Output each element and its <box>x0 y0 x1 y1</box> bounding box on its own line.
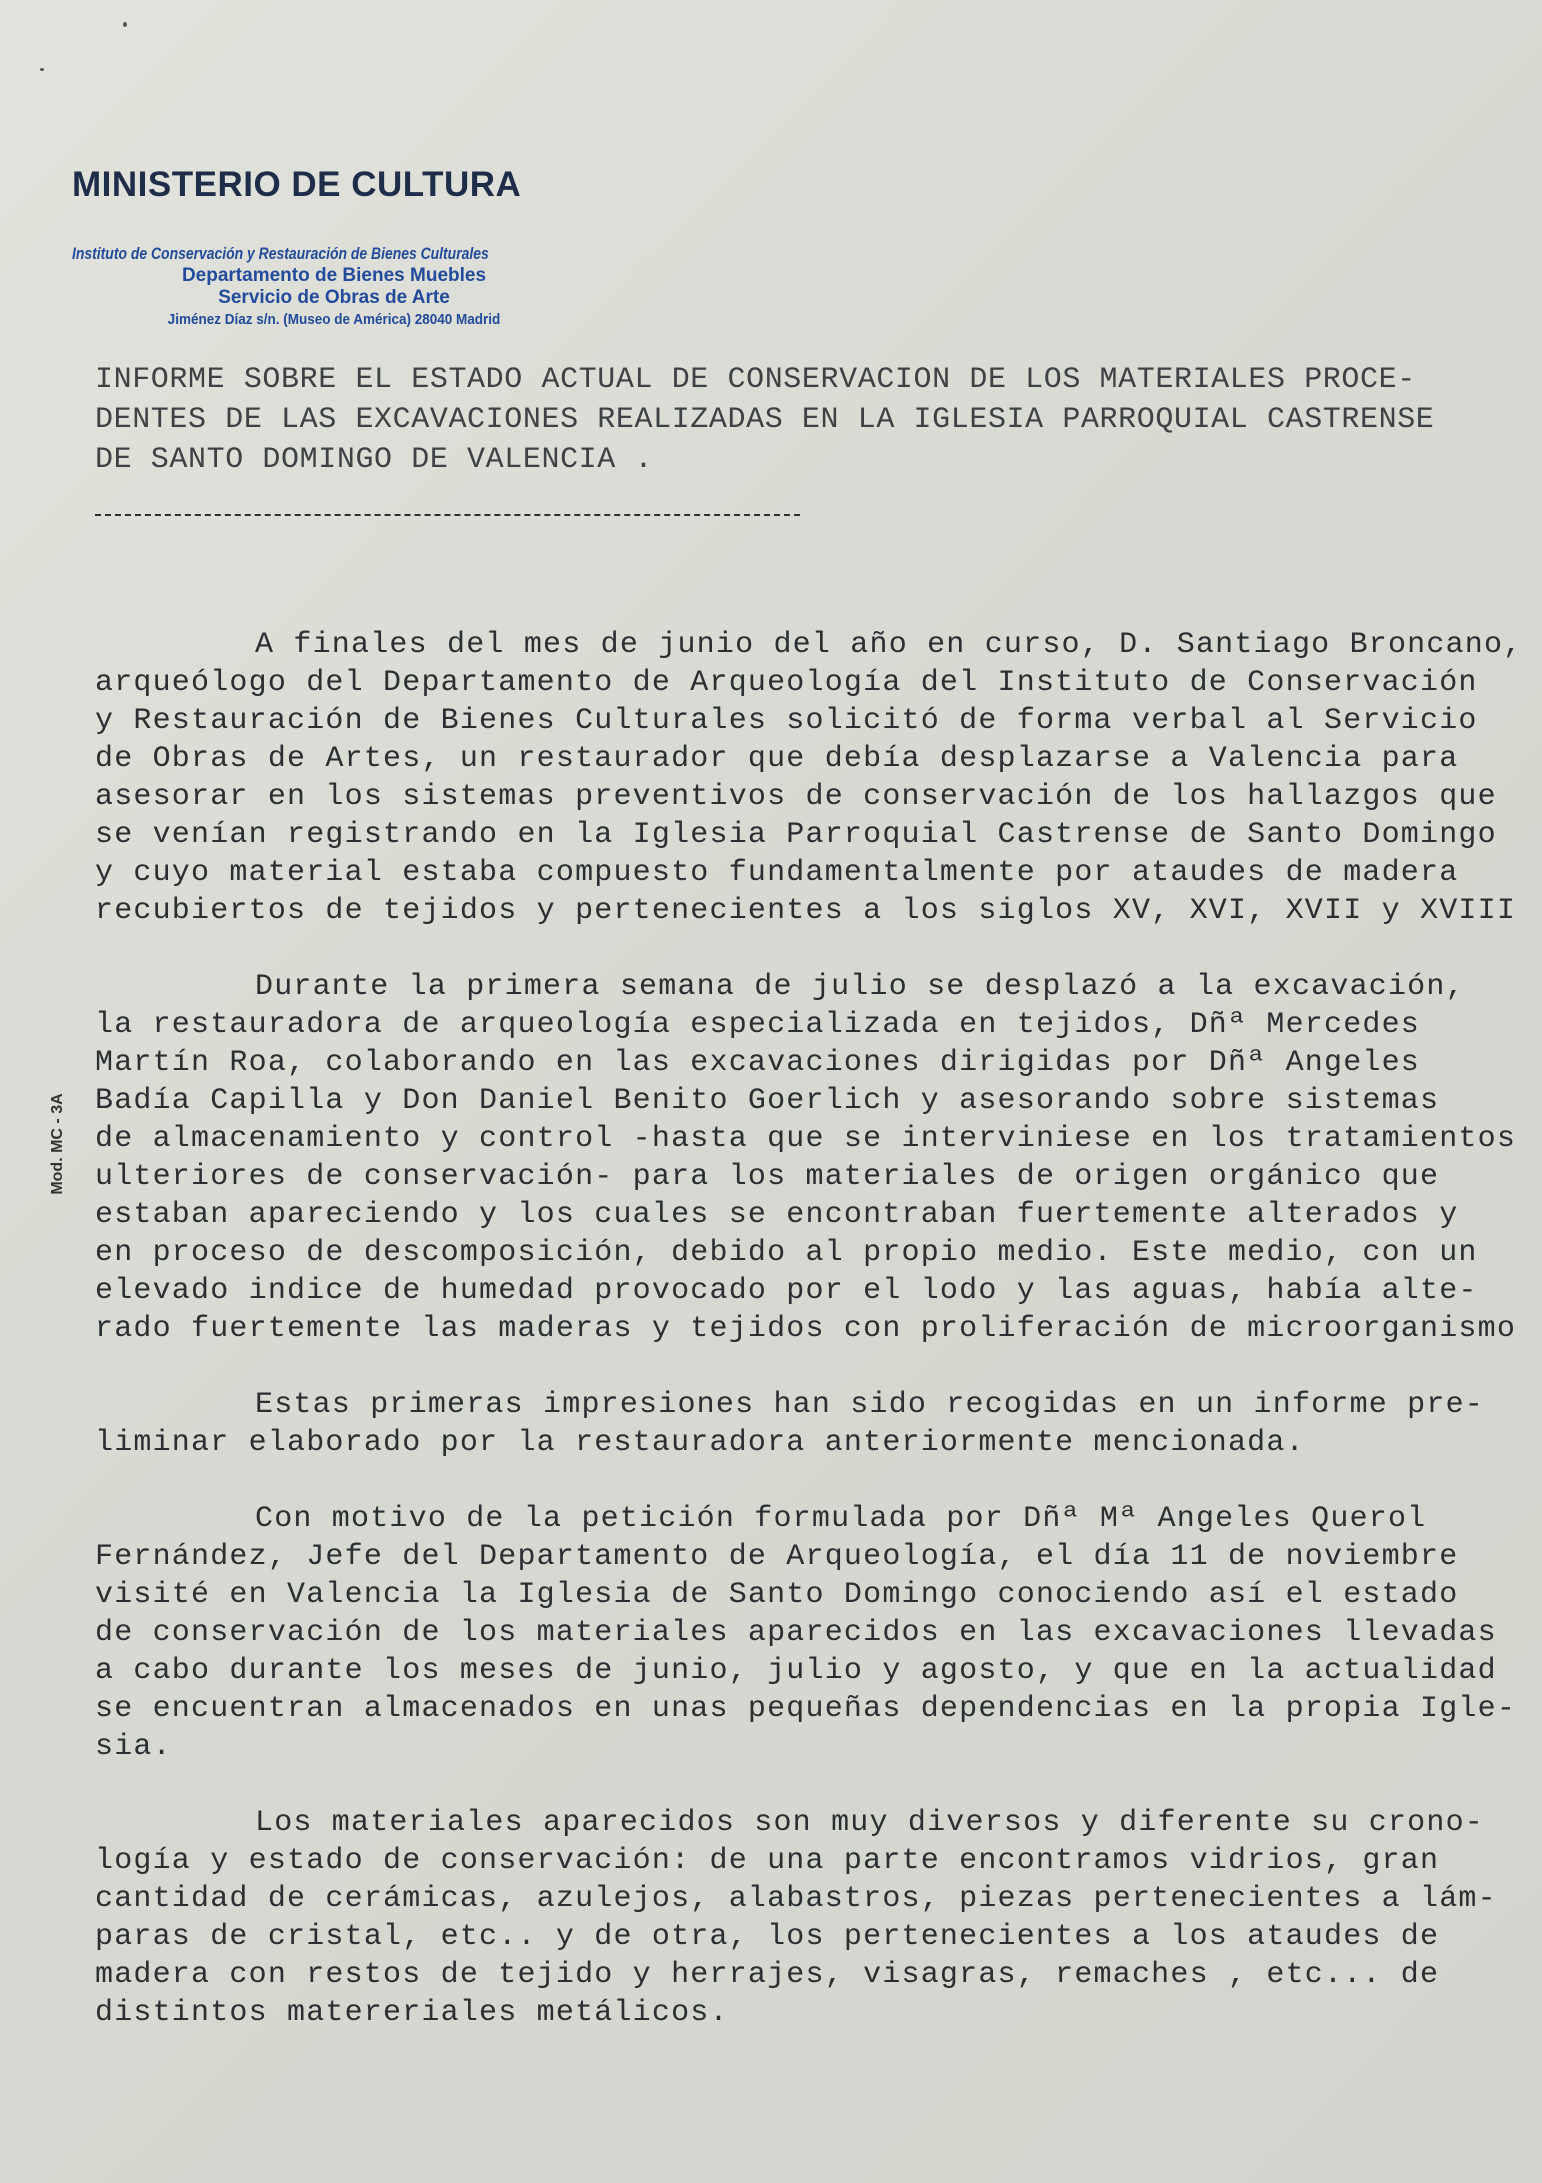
text-line: a cabo durante los meses de junio, julio y agosto, y que en la actualidad <box>95 1654 1497 1688</box>
text-line: se venían registrando en la Iglesia Parroquial Castrense de Santo Domingo <box>95 818 1497 852</box>
letterhead <box>72 165 592 328</box>
text-line: Martín Roa, colaborando en las excavaciones dirigidas por Dñª Angeles <box>95 1046 1421 1080</box>
text-line: y Restauración de Bienes Culturales solicitó de forma verbal al Servicio <box>95 704 1478 738</box>
ministry-name: MINISTERIO DE CULTURA <box>72 165 522 204</box>
text-line: logía y estado de conservación: de una parte encontramos vidrios, gran <box>95 1844 1440 1878</box>
paper-speck <box>123 22 127 27</box>
text-line: en proceso de descomposición, debido al propio medio. Este medio, con un <box>95 1236 1478 1270</box>
text-line: asesorar en los sistemas preventivos de conservación de los hallazgos que <box>95 780 1497 814</box>
paragraph <box>95 968 1535 1348</box>
text-line: Durante la primera semana de julio se desplazó a la excavación, <box>255 970 1465 1004</box>
report-title <box>95 360 1515 480</box>
letterhead-details <box>72 243 574 331</box>
paragraph <box>95 626 1535 930</box>
text-line: de conservación de los materiales aparecidos en las excavaciones llevadas <box>95 1616 1497 1650</box>
text-line: recubiertos de tejidos y pertenecientes a los siglos XV, XVI, XVII y XVIII <box>95 894 1517 928</box>
text-line: elevado indice de humedad provocado por el lodo y las aguas, había alte- <box>95 1274 1478 1308</box>
institute-name: Instituto de Conservación y Restauración de Bienes Culturales <box>72 244 489 263</box>
text-line: liminar elaborado por la restauradora anteriormente mencionada. <box>95 1426 1305 1460</box>
text-line: la restauradora de arqueología especializada en tejidos, Dñª Mercedes <box>95 1008 1421 1042</box>
text-line: madera con restos de tejido y herrajes, visagras, remaches , etc... de <box>95 1958 1440 1992</box>
text-line: ulteriores de conservación- para los materiales de origen orgánico que <box>95 1160 1440 1194</box>
text-line: rado fuertemente las maderas y tejidos con proliferación de microorganismo <box>95 1312 1517 1346</box>
report-body <box>95 626 1535 2070</box>
department-name: Departamento de Bienes Muebles <box>181 265 487 286</box>
text-line: paras de cristal, etc.. y de otra, los pertenecientes a los ataudes de <box>95 1920 1440 1954</box>
text-line: visité en Valencia la Iglesia de Santo Domingo conociendo así el estado <box>95 1578 1459 1612</box>
paragraph <box>95 1386 1535 1462</box>
paragraph <box>95 1500 1535 1766</box>
form-code: Mod. MC - 3A <box>49 1093 66 1195</box>
text-line: de almacenamiento y control -hasta que se interviniese en los tratamientos <box>95 1122 1517 1156</box>
text-line: cantidad de cerámicas, azulejos, alabastros, piezas pertenecientes a lám- <box>95 1882 1497 1916</box>
text-line: Fernández, Jefe del Departamento de Arqueología, el día 11 de noviembre <box>95 1540 1459 1574</box>
text-line: distintos matereriales metálicos. <box>95 1996 729 2030</box>
text-line: de Obras de Artes, un restaurador que debía desplazarse a Valencia para <box>95 742 1459 776</box>
text-line: se encuentran almacenados en unas pequeñas dependencias en la propia Igle- <box>95 1692 1517 1726</box>
title-line: DE SANTO DOMINGO DE VALENCIA . <box>95 443 654 477</box>
paragraph <box>95 1804 1535 2032</box>
form-code-label <box>48 1085 68 1205</box>
text-line: A finales del mes de junio del año en curso, D. Santiago Broncano, <box>255 628 1523 662</box>
title-underline <box>95 514 800 516</box>
text-line: arqueólogo del Departamento de Arqueología del Instituto de Conservación <box>95 666 1478 700</box>
paper-speck <box>40 68 44 71</box>
text-line: sia. <box>95 1730 172 1764</box>
text-line: Los materiales aparecidos son muy diversos y diferente su crono- <box>255 1806 1484 1840</box>
text-line: Con motivo de la petición formulada por Dñª Mª Angeles Querol <box>255 1502 1427 1536</box>
text-line: Badía Capilla y Don Daniel Benito Goerlich y asesorando sobre sistemas <box>95 1084 1440 1118</box>
text-line: estaban apareciendo y los cuales se encontraban fuertemente alterados y <box>95 1198 1459 1232</box>
text-line: Estas primeras impresiones han sido recogidas en un informe pre- <box>255 1388 1484 1422</box>
text-line: y cuyo material estaba compuesto fundamentalmente por ataudes de madera <box>95 856 1459 890</box>
institution-address: Jiménez Díaz s/n. (Museo de América) 28040 Madrid <box>167 311 501 328</box>
title-line: DENTES DE LAS EXCAVACIONES REALIZADAS EN LA IGLESIA PARROQUIAL CASTRENSE <box>95 403 1435 437</box>
service-name: Servicio de Obras de Arte <box>218 287 450 308</box>
title-line: INFORME SOBRE EL ESTADO ACTUAL DE CONSERVACION DE LOS MATERIALES PROCE- <box>95 363 1416 397</box>
